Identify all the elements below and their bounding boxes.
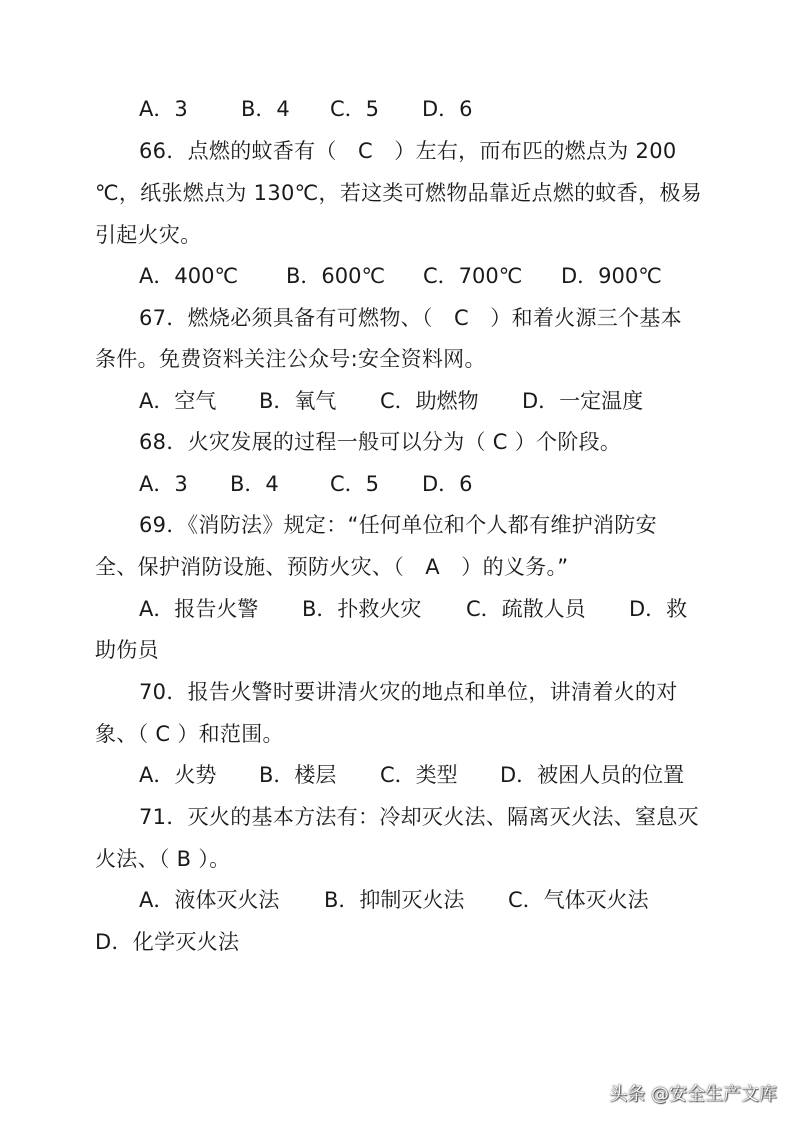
- q70-option-d: D．被困人员的位置: [500, 763, 685, 787]
- q65-option-c: C．5: [330, 97, 380, 121]
- q66-line-3: 引起火灾。: [95, 223, 202, 247]
- q68-line-1: 68．火灾发展的过程一般可以分为（ C ）个阶段。: [139, 430, 622, 454]
- q67-options: [139, 380, 699, 422]
- q66-option-d: D．900℃: [561, 264, 662, 288]
- q66-option-a: A．400℃: [139, 264, 239, 288]
- q69-option-d: D．救: [629, 597, 688, 621]
- q67-line-1: 67．燃烧必须具备有可燃物、（ C ）和着火源三个基本: [139, 306, 682, 330]
- q70-options: [139, 754, 699, 796]
- q65-option-b: B．4: [241, 97, 290, 121]
- q66-options: [139, 255, 699, 297]
- q69-line-1: 69．《消防法》规定：“任何单位和个人都有维护消防安: [139, 513, 657, 537]
- q71-option-c: C．气体灭火法: [508, 888, 649, 912]
- q71-line-1: 71．灭火的基本方法有：冷却灭火法、隔离灭火法、窒息灭: [139, 805, 699, 829]
- q67-option-a: A．空气: [139, 389, 217, 413]
- q71-option-b: B．抑制灭火法: [324, 888, 465, 912]
- q67-line-2: 条件。免费资料关注公众号:安全资料网。: [95, 347, 486, 371]
- toutiao-watermark: 头条 @安全生产文库: [609, 1084, 777, 1105]
- q68-option-d: D．6: [422, 472, 473, 496]
- q68-option-a: A．3: [139, 472, 188, 496]
- q65-options: [139, 88, 699, 130]
- q70-option-c: C．类型: [380, 763, 458, 787]
- q69-option-c: C．疏散人员: [466, 597, 586, 621]
- q65-option-d: D．6: [422, 97, 473, 121]
- q66-line-2: ℃，纸张燃点为 130℃，若这类可燃物品靠近点燃的蚊香，极易: [95, 181, 702, 205]
- q70-option-b: B．楼层: [259, 763, 337, 787]
- q66-option-b: B．600℃: [286, 264, 386, 288]
- q71-option-a: A．液体灭火法: [139, 888, 280, 912]
- q68-option-b: B．4: [230, 472, 279, 496]
- q70-option-a: A．火势: [139, 763, 217, 787]
- q67-option-c: C．助燃物: [380, 389, 479, 413]
- q65-option-a: A．3: [139, 97, 188, 121]
- q67-option-b: B．氧气: [259, 389, 337, 413]
- q71-options: [139, 879, 699, 921]
- q70-line-2: 象、（ C ）和范围。: [95, 722, 284, 746]
- q71-option-wrap: D．化学灭火法: [95, 930, 240, 954]
- q69-option-b: B．扑救火灾: [302, 597, 422, 621]
- q71-line-2: 火法、（ B ）。: [95, 847, 231, 871]
- q69-option-wrap: 助伤员: [95, 638, 159, 662]
- q68-option-c: C．5: [330, 472, 380, 496]
- q70-line-1: 70．报告火警时要讲清火灾的地点和单位，讲清着火的对: [139, 680, 678, 704]
- q69-options: [139, 588, 699, 630]
- q66-line-1: 66．点燃的蚊香有（ C ）左右，而布匹的燃点为 200: [139, 139, 677, 163]
- q68-options: [139, 463, 699, 505]
- q69-option-a: A．报告火警: [139, 597, 259, 621]
- q66-option-c: C．700℃: [423, 264, 523, 288]
- q67-option-d: D．一定温度: [522, 389, 644, 413]
- q69-line-2: 全、保护消防设施、预防火灾、（ A ）的义务。”: [95, 555, 569, 579]
